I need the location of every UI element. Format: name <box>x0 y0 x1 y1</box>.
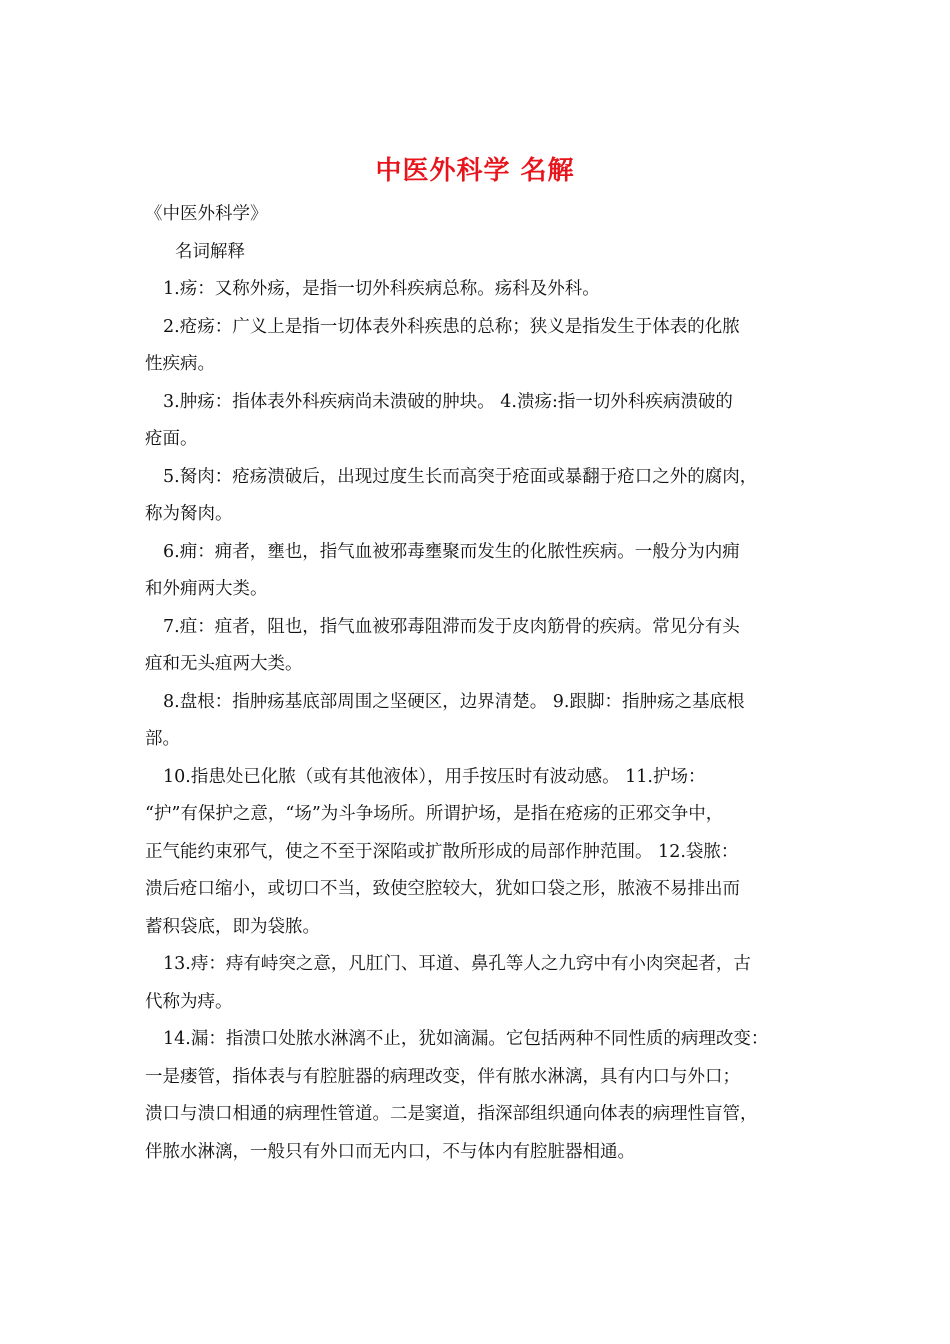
text-line: 伴脓水淋漓，一般只有外口而无内口，不与体内有腔脏器相通。 <box>145 1141 635 1162</box>
text-line: 代称为痔。 <box>145 991 233 1012</box>
text-line: 疽和无头疽两大类。 <box>145 654 303 674</box>
text-line: 疮面。 <box>145 429 198 449</box>
text-line: 蓄积袋底，即为袋脓。 <box>145 916 320 937</box>
text-line: 一是瘘管，指体表与有腔脏器的病理改变，伴有脓水淋漓，具有内口与外口； <box>145 1066 740 1087</box>
text-line: 14.漏：指溃口处脓水淋漓不止，犹如滴漏。它包括两种不同性质的病理改变： <box>163 1029 769 1049</box>
text-line: 10.指患处已化脓（或有其他液体），用手按压时有波动感。 11.护场： <box>163 766 706 787</box>
section-heading: 名词解释 <box>175 241 245 262</box>
text-line: 3.肿疡：指体表外科疾病尚未溃破的肿块。 4.溃疡:指一切外科疾病溃破的 <box>163 391 733 412</box>
text-line: 1.疡：又称外疡，是指一切外科疾病总称。疡科及外科。 <box>163 279 600 299</box>
text-line: 6.痈：痈者，壅也，指气血被邪毒壅聚而发生的化脓性疾病。一般分为内痈 <box>163 541 740 562</box>
document-title: 中医外科学 名解 <box>375 156 575 186</box>
text-line: 13.痔：痔有峙突之意，凡肛门、耳道、鼻孔等人之九窍中有小肉突起者，古 <box>163 954 751 974</box>
text-line: 2.疮疡：广义上是指一切体表外科疾患的总称；狭义是指发生于体表的化脓 <box>163 316 740 337</box>
text-line: “护”有保护之意，“场”为斗争场所。所谓护场，是指在疮疡的正邪交争中， <box>145 804 724 824</box>
text-line: 性疾病。 <box>145 354 215 374</box>
text-line: 溃后疮口缩小，或切口不当，致使空腔较大，犹如口袋之形，脓液不易排出而 <box>145 879 740 899</box>
text-line: 部。 <box>145 729 180 749</box>
text-line: 5.胬肉：疮疡溃破后，出现过度生长而高突于疮面或暴翻于疮口之外的腐肉， <box>163 466 758 487</box>
document-body <box>145 196 817 1171</box>
text-line: 溃口与溃口相通的病理性管道。二是窦道，指深部组织通向体表的病理性盲管， <box>145 1104 758 1124</box>
text-line: 7.疽：疽者，阻也，指气血被邪毒阻滞而发于皮肉筋骨的疾病。常见分有头 <box>163 616 740 637</box>
text-line: 和外痈两大类。 <box>145 579 268 599</box>
text-line: 正气能约束邪气，使之不至于深陷或扩散所形成的局部作肿范围。 12.袋脓： <box>145 841 739 862</box>
book-title: 《中医外科学》 <box>145 204 268 224</box>
text-line: 8.盘根：指肿疡基底部周围之坚硬区，边界清楚。 9.跟脚：指肿疡之基底根 <box>163 691 745 712</box>
text-line: 称为胬肉。 <box>145 504 233 524</box>
